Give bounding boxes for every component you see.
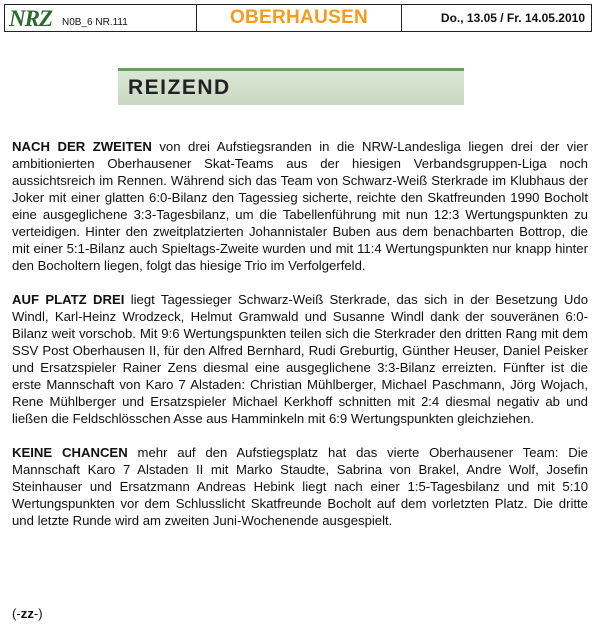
- kicker-title: REIZEND: [128, 76, 231, 99]
- kicker-banner: [118, 68, 464, 105]
- newspaper-header: [4, 4, 592, 32]
- city-section: [197, 5, 402, 31]
- signature-initials: zz: [20, 606, 34, 621]
- article-paragraph: [12, 444, 588, 529]
- masthead: [5, 5, 197, 31]
- paragraph-text: von drei Aufstiegsranden in die NRW-Landesliga liegen drei der vier ambitionierten Oberhausener Skat-Teams aus der hiesigen Verbandsgruppen-Liga noch aussichtsreich im Rennen. Während sich das Team von Schwarz-Weiß Sterkrade im Klubhaus der Joker mit einer glatten 6:0-Bilanz den Tagessieg sicherte, reichte den Skatfreunden 1990 Bocholt eine ausgeglichene 3:3-Tagesbilanz, um die Tabellenführung mit nun 12:3 Wertungspunkten zu verteidigen. Hinter den zweitplatzierten Johannistaler Buben aus dem benachbarten Bottrop, die mit einer 5:1-Bilanz auch Spieltags-Zweite wurden und mit 11:4 Wertungspunkten nur knapp hinter den Bocholtern liegen, folgt das hiesige Trio im Verfolgerfeld.: [12, 139, 588, 273]
- article-paragraph: [12, 291, 588, 427]
- signature-open: (-: [12, 606, 21, 621]
- city-title: OBERHAUSEN: [229, 7, 369, 28]
- signature-close: -): [33, 606, 43, 621]
- newspaper-logo: NRZ: [9, 5, 52, 31]
- paragraph-lead: KEINE CHANCEN: [12, 445, 128, 460]
- publication-date: Do., 13.05 / Fr. 14.05.2010: [440, 11, 585, 25]
- paragraph-text: liegt Tagessieger Schwarz-Weiß Sterkrade, das sich in der Besetzung Udo Windl, Karl-Heinz Wrodzeck, Helmut Gramwald und Susanne Windl dank der souveränen 6:0-Bilanz weit vorschob. Mit 9:6 Wertungspunkten teilen sich die Sterkrader den dritten Rang mit dem SSV Post Oberhausen II, für den Alfred Bernhard, Rudi Greburtig, Günther Heuser, Daniel Peisker und Ersatzspieler Rainer Zens diesmal eine ausgeglichene 3:3-Bilanz erreizten. Fünfter ist die erste Mannschaft von Karo 7 Alstaden: Christian Mühlberger, Michael Paschmann, Jörg Wojach, Rene Mühlberger und Ersatzspieler Michael Kerkhoff schnitten mit 2:4 diesmal negativ ab und ließen die Feldschlösschen Asse aus Hamminkeln mit 6:9 Wertungspunkten gleichziehen.: [12, 292, 589, 426]
- paragraph-lead: AUF PLATZ DREI: [12, 292, 125, 307]
- date-section: [402, 5, 591, 31]
- article-paragraph: [12, 138, 588, 274]
- article-body: [12, 138, 588, 546]
- author-signature: [12, 606, 43, 621]
- paragraph-text: mehr auf den Aufstiegsplatz hat das vierte Oberhausener Team: Die Mannschaft Karo 7 Alstaden II mit Marko Staudte, Sabrina von Brakel, Andre Wolf, Josefin Steinhauser und Ersatzmann Andreas Hebink liegt nach einer 1:5-Tagesbilanz und mit 5:10 Wertungspunkten vor dem Schlusslicht Skatfreunde Bocholt auf dem vorletzten Platz. Die dritte und letzte Runde wird am zweiten Juni-Wochenende ausgespielt.: [12, 445, 588, 528]
- paragraph-lead: NACH DER ZWEITEN: [12, 139, 152, 154]
- issue-number: N0B_6 NR.111: [62, 17, 128, 28]
